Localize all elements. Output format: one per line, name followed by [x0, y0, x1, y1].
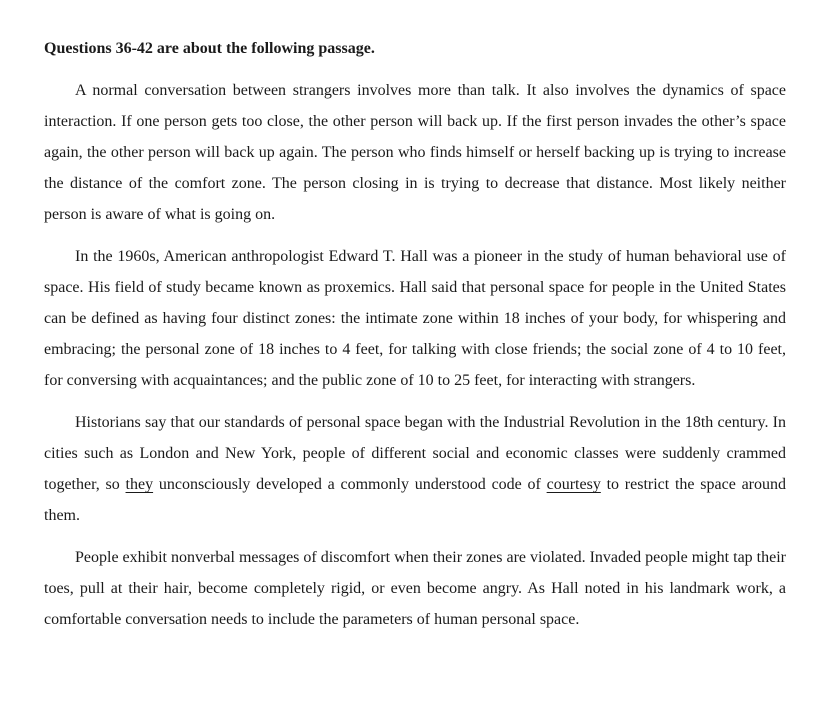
paragraph-3-text-c: to restrict the space around them. [44, 476, 787, 524]
paragraph-3-text-a: Historians say that our standards of personal space began with the Industrial Revolution in the 18th century. In cities such as London and New York, people of different social and economic classes were suddenly crammed together, so [44, 414, 786, 493]
passage-page [44, 37, 786, 646]
paragraph-3 [44, 407, 786, 531]
paragraph-2: In the 1960s, American anthropologist Edward T. Hall was a pioneer in the study of human behavioral use of space. His field of study became known as proxemics. Hall said that personal space for people in the United States can be defined as having four distinct zones: the intimate zone within 18 inches of your body, for whispering and embracing; the personal zone of 18 inches to 4 feet, for talking with close friends; the social zone of 4 to 10 feet, for conversing with acquaintances; and the public zone of 10 to 25 feet, for interacting with strangers. [44, 248, 786, 389]
questions-heading: Questions 36-42 are about the following passage. [44, 40, 375, 57]
paragraph-1: A normal conversation between strangers involves more than talk. It also involves the dynamics of space interaction. If one person gets too close, the other person will back up. If the first person invades the other’s space again, the other person will back up again. The person who finds himself or herself backing up is trying to increase the distance of the comfort zone. The person closing in is trying to decrease that distance. Most likely neither person is aware of what is going on. [44, 82, 786, 223]
paragraph-3-text-b: unconsciously developed a commonly understood code of [153, 476, 547, 493]
paragraph-4: People exhibit nonverbal messages of discomfort when their zones are violated. Invaded people might tap their toes, pull at their hair, become completely rigid, or even become angry. As Hall noted in his landmark work, a comfortable conversation needs to include the parameters of human personal space. [44, 549, 786, 628]
underlined-word-courtesy: courtesy [546, 476, 601, 493]
underlined-word-they: they [125, 476, 154, 493]
